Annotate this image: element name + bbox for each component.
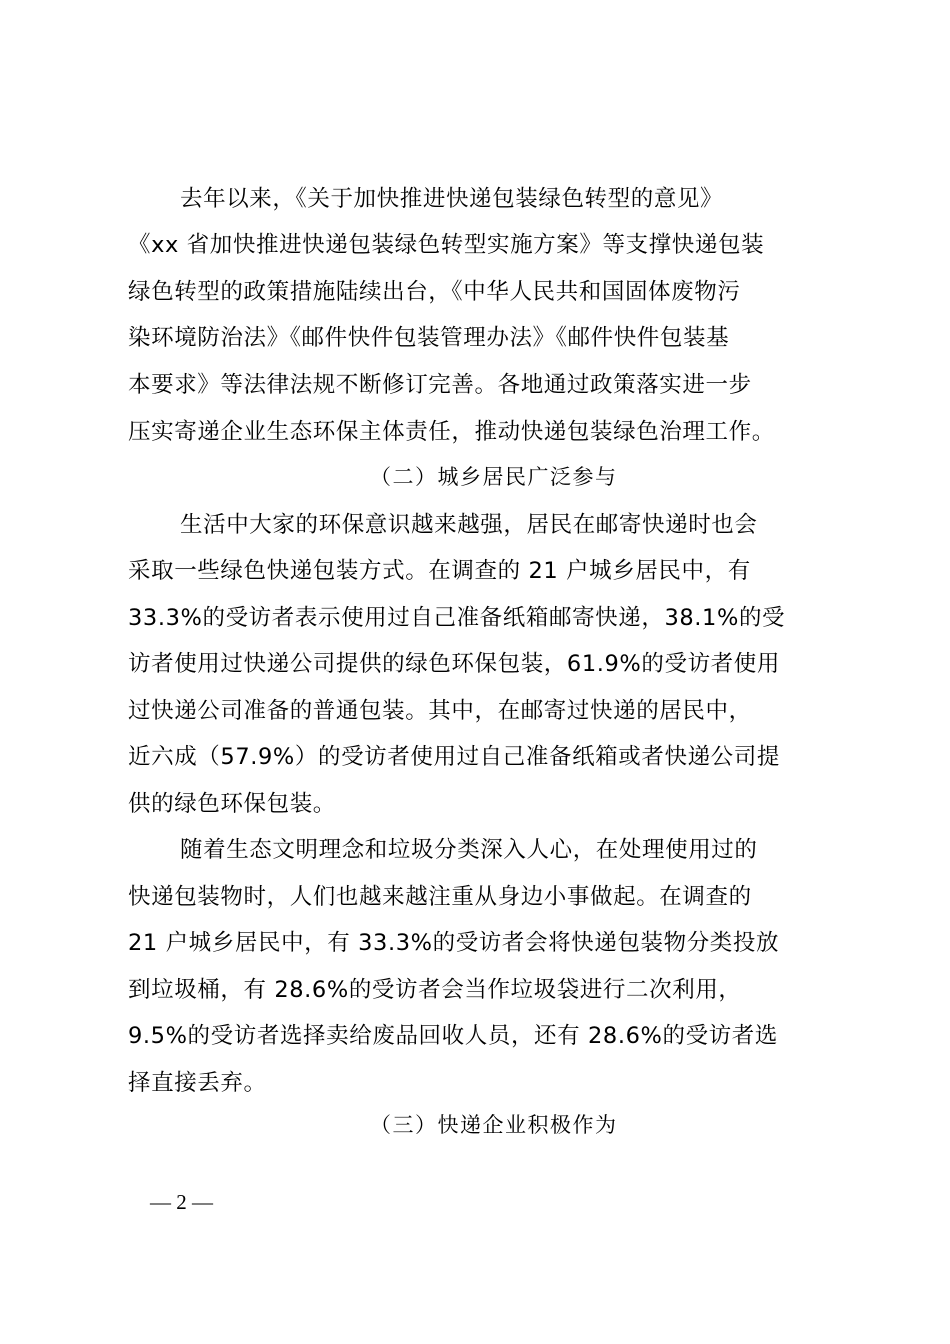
paragraph-3-line-1: 随着生态文明理念和垃圾分类深入人心，在处理使用过的 — [180, 837, 758, 863]
paragraph-1-line-4: 染环境防治法》《邮件快件包装管理办法》《邮件快件包装基 — [128, 325, 730, 351]
paragraph-3-line-6: 择直接丢弃。 — [128, 1070, 267, 1096]
paragraph-2-line-3: 33.3%的受访者表示使用过自己准备纸箱邮寄快递，38.1%的受 — [128, 605, 786, 631]
paragraph-2-line-5: 过快递公司准备的普通包装。其中，在邮寄过快递的居民中， — [128, 698, 752, 724]
paragraph-3-line-5: 9.5%的受访者选择卖给废品回收人员，还有 28.6%的受访者选 — [128, 1023, 778, 1049]
paragraph-3-line-4: 到垃圾桶，有 28.6%的受访者会当作垃圾袋进行二次利用， — [128, 977, 742, 1003]
page-number: — 2 — — [150, 1190, 213, 1214]
paragraph-2-line-2: 采取一些绿色快递包装方式。在调查的 21 户城乡居民中，有 — [128, 558, 751, 584]
paragraph-1-line-5: 本要求》等法律法规不断修订完善。各地通过政策落实进一步 — [128, 372, 752, 398]
paragraph-1-line-6: 压实寄递企业生态环保主体责任，推动快递包装绿色治理工作。 — [128, 419, 775, 445]
paragraph-1-line-2: 《xx 省加快推进快递包装绿色转型实施方案》等支撑快递包装 — [128, 232, 765, 258]
paragraph-3-line-3: 21 户城乡居民中，有 33.3%的受访者会将快递包装物分类投放 — [128, 930, 780, 956]
section-heading-2: （二）城乡居民广泛参与 — [370, 465, 618, 489]
paragraph-2-line-6: 近六成（57.9%）的受访者使用过自己准备纸箱或者快递公司提 — [128, 744, 780, 770]
paragraph-1-line-1: 去年以来，《关于加快推进快递包装绿色转型的意见》 — [180, 186, 724, 212]
paragraph-3-line-2: 快递包装物时，人们也越来越注重从身边小事做起。在调查的 — [128, 884, 752, 910]
paragraph-1-line-3: 绿色转型的政策措施陆续出台，《中华人民共和国固体废物污 — [128, 279, 741, 305]
paragraph-2-line-4: 访者使用过快递公司提供的绿色环保包装，61.9%的受访者使用 — [128, 651, 780, 677]
paragraph-2-line-1: 生活中大家的环保意识越来越强，居民在邮寄快递时也会 — [180, 512, 758, 538]
section-heading-3: （三）快递企业积极作为 — [370, 1113, 618, 1137]
paragraph-2-line-7: 供的绿色环保包装。 — [128, 791, 336, 817]
